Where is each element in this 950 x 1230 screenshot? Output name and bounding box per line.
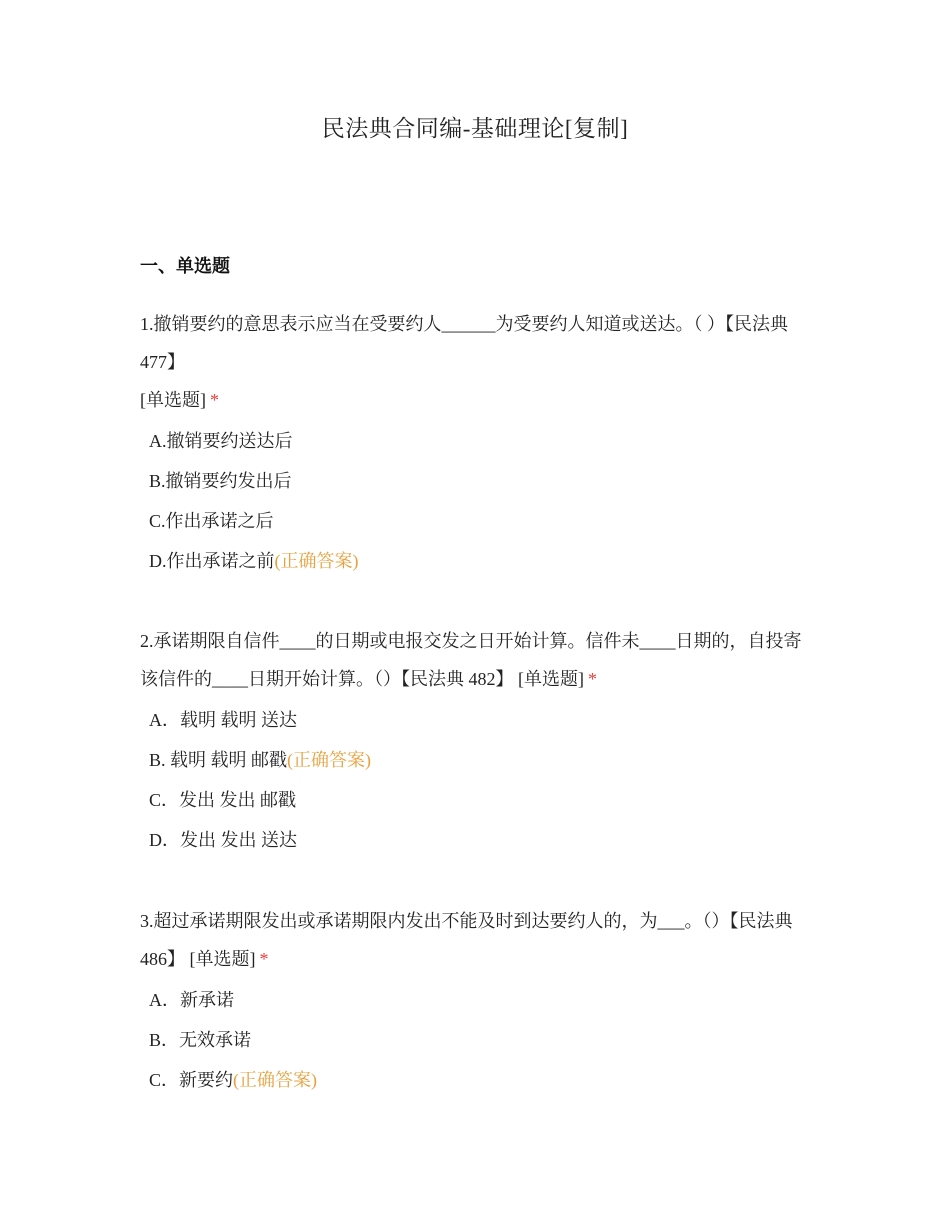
required-mark: * (210, 390, 219, 410)
question-2 (140, 622, 812, 860)
question-type-label: [单选题] (189, 949, 256, 969)
question-type-row (140, 381, 812, 419)
option-b[interactable] (140, 461, 812, 501)
question-3 (140, 902, 812, 1100)
option-label: B．无效承诺 (149, 1030, 252, 1050)
option-list (140, 700, 812, 860)
option-c[interactable] (140, 1060, 812, 1100)
correct-answer-note: (正确答案) (274, 551, 359, 571)
option-b[interactable] (140, 740, 812, 780)
option-b[interactable] (140, 1020, 812, 1060)
option-d[interactable] (140, 541, 812, 581)
question-text-body: 2.承诺期限自信件____的日期或电报交发之日开始计算。信件未____日期的，自投寄该信件的____日期开始计算。（）【民法典 482】 (140, 631, 802, 689)
question-text: 1.撤销要约的意思表示应当在受要约人______为受要约人知道或送达。（ ）【民法典 477】 (140, 314, 788, 372)
required-mark: * (588, 669, 597, 689)
option-d[interactable] (140, 820, 812, 860)
option-a[interactable] (140, 980, 812, 1020)
option-label: D.作出承诺之前 (149, 551, 275, 571)
option-list (140, 980, 812, 1100)
option-a[interactable] (140, 700, 812, 740)
question-text (140, 622, 812, 698)
section-heading: 一、单选题 (140, 256, 230, 276)
option-label: C．新要约 (149, 1070, 234, 1090)
question-text (140, 902, 812, 978)
question-1 (140, 305, 812, 581)
option-label: B.撤销要约发出后 (149, 471, 292, 491)
option-c[interactable] (140, 501, 812, 541)
option-label: A.撤销要约送达后 (149, 431, 293, 451)
option-c[interactable] (140, 780, 812, 820)
option-label: C．发出 发出 邮戳 (149, 790, 297, 810)
page-title: 民法典合同编-基础理论[复制] (321, 116, 629, 141)
option-a[interactable] (140, 421, 812, 461)
question-type-label: [单选题] (140, 390, 206, 410)
question-text-body: 3.超过承诺期限发出或承诺期限内发出不能及时到达要约人的，为___。（）【民法典 486】 (140, 911, 793, 969)
option-label: A．新承诺 (149, 990, 234, 1010)
option-label: A．载明 载明 送达 (149, 710, 297, 730)
correct-answer-note: (正确答案) (287, 750, 372, 770)
option-label: B. 载明 载明 邮戳 (149, 750, 288, 770)
correct-answer-note: (正确答案) (233, 1070, 318, 1090)
required-mark: * (259, 949, 269, 969)
option-label: D．发出 发出 送达 (149, 830, 297, 850)
option-list (140, 421, 812, 581)
question-type-label: [单选题] (518, 669, 584, 689)
option-label: C.作出承诺之后 (149, 511, 274, 531)
